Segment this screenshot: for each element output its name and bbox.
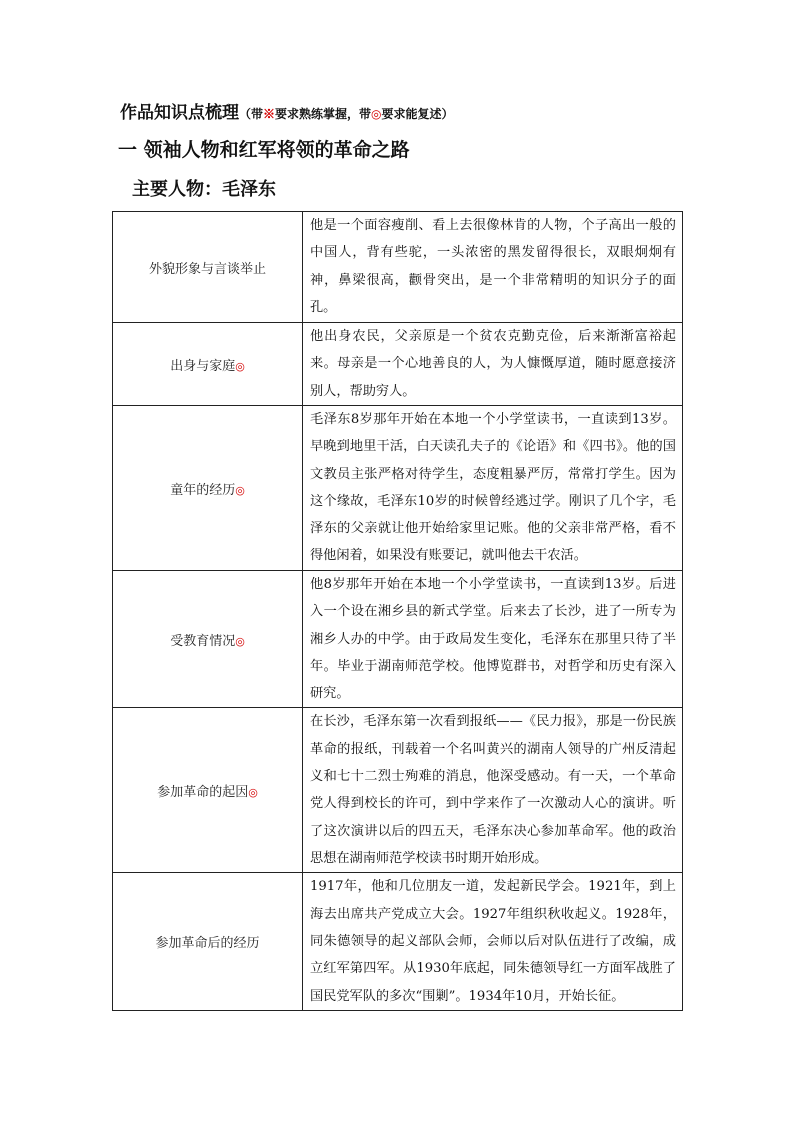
circle-mark-icon: ◎ [371, 107, 382, 121]
note-mid: 要求熟练掌握，带 [275, 107, 372, 121]
note-prefix: （带 [239, 107, 264, 121]
page-title [120, 98, 454, 123]
page-title-main: 作品知识点梳理 [120, 103, 239, 123]
row-label-appearance [113, 212, 303, 323]
row-label-text: 外貌形象与言谈举止 [148, 261, 266, 277]
circle-mark-icon: ◎ [235, 634, 245, 648]
circle-mark-icon: ◎ [235, 359, 245, 373]
row-text-revolution-after: 1917年，他和几位朋友一道，发起新民学会。1921年，到上海去出席共产党成立大会。1927年组织秋收起义。1928年，同朱德领导的起义部队会师，会师以后对队伍进行了改编，成立红军第四军。从1930年底起，同朱德领导红一方面军战胜了国民党军队的多次“围剿”。1934年10月，开始长征。 [303, 873, 683, 1010]
row-label-text: 受教育情况 [170, 633, 236, 649]
section-title: 一 领袖人物和红军将领的革命之路 [118, 139, 410, 161]
table-row [113, 406, 683, 571]
row-label-revolution-cause [113, 708, 303, 873]
table-row [113, 873, 683, 1010]
info-table [112, 211, 683, 1011]
row-label-text: 参加革命后的经历 [155, 936, 260, 952]
row-text-education: 他8岁那年开始在本地一个小学堂读书，一直读到13岁。后进入一个设在湘乡县的新式学堂。后来去了长沙，进了一所专为湘乡人办的中学。由于政局发生变化，毛泽东在那里只待了半年。毕业于湖南师范学校。他博览群书，对哲学和历史有深入研究。 [303, 571, 683, 708]
row-label-education [113, 571, 303, 708]
row-label-childhood [113, 406, 303, 571]
row-label-text: 出身与家庭 [170, 358, 236, 374]
table-row [113, 323, 683, 406]
star-mark-icon: ※ [263, 107, 276, 121]
row-text-revolution-cause: 在长沙，毛泽东第一次看到报纸——《民力报》，那是一份民族革命的报纸，刊载着一个名叫黄兴的湖南人领导的广州反清起义和七十二烈士殉难的消息，他深受感动。有一天，一个革命党人得到校长的许可，到中学来作了一次激动人心的演讲。听了这次演讲以后的四五天，毛泽东决心参加革命军。他的政治思想在湖南师范学校读书时期开始形成。 [303, 708, 683, 873]
table-row [113, 212, 683, 323]
main-people-line: 主要人物：毛泽东 [132, 179, 276, 200]
note-suffix: 要求能复述） [381, 107, 454, 121]
table-row [113, 571, 683, 708]
row-label-revolution-after [113, 873, 303, 1010]
page-title-note [239, 107, 454, 121]
row-text-childhood: 毛泽东8岁那年开始在本地一个小学堂读书，一直读到13岁。早晚到地里干活，白天读孔夫子的《论语》和《四书》。他的国文教员主张严格对待学生，态度粗暴严厉，常常打学生。因为这个缘故，毛泽东10岁的时候曾经逃过学。刚识了几个字，毛泽东的父亲就让他开始给家里记账。他的父亲非常严格，看不得他闲着，如果没有账要记，就叫他去干农活。 [303, 406, 683, 571]
table-row [113, 708, 683, 873]
row-label-text: 童年的经历 [170, 482, 236, 498]
row-text-appearance: 他是一个面容瘦削、看上去很像林肯的人物，个子高出一般的中国人，背有些驼，一头浓密的黑发留得很长，双眼炯炯有神，鼻梁很高，颧骨突出，是一个非常精明的知识分子的面孔。 [303, 212, 683, 323]
row-text-family: 他出身农民，父亲原是一个贫农克勤克俭，后来渐渐富裕起来。母亲是一个心地善良的人，为人慷慨厚道，随时愿意接济别人，帮助穷人。 [303, 323, 683, 406]
circle-mark-icon: ◎ [235, 483, 245, 497]
circle-mark-icon: ◎ [248, 785, 258, 799]
row-label-family [113, 323, 303, 406]
row-label-text: 参加革命的起因 [157, 784, 249, 800]
